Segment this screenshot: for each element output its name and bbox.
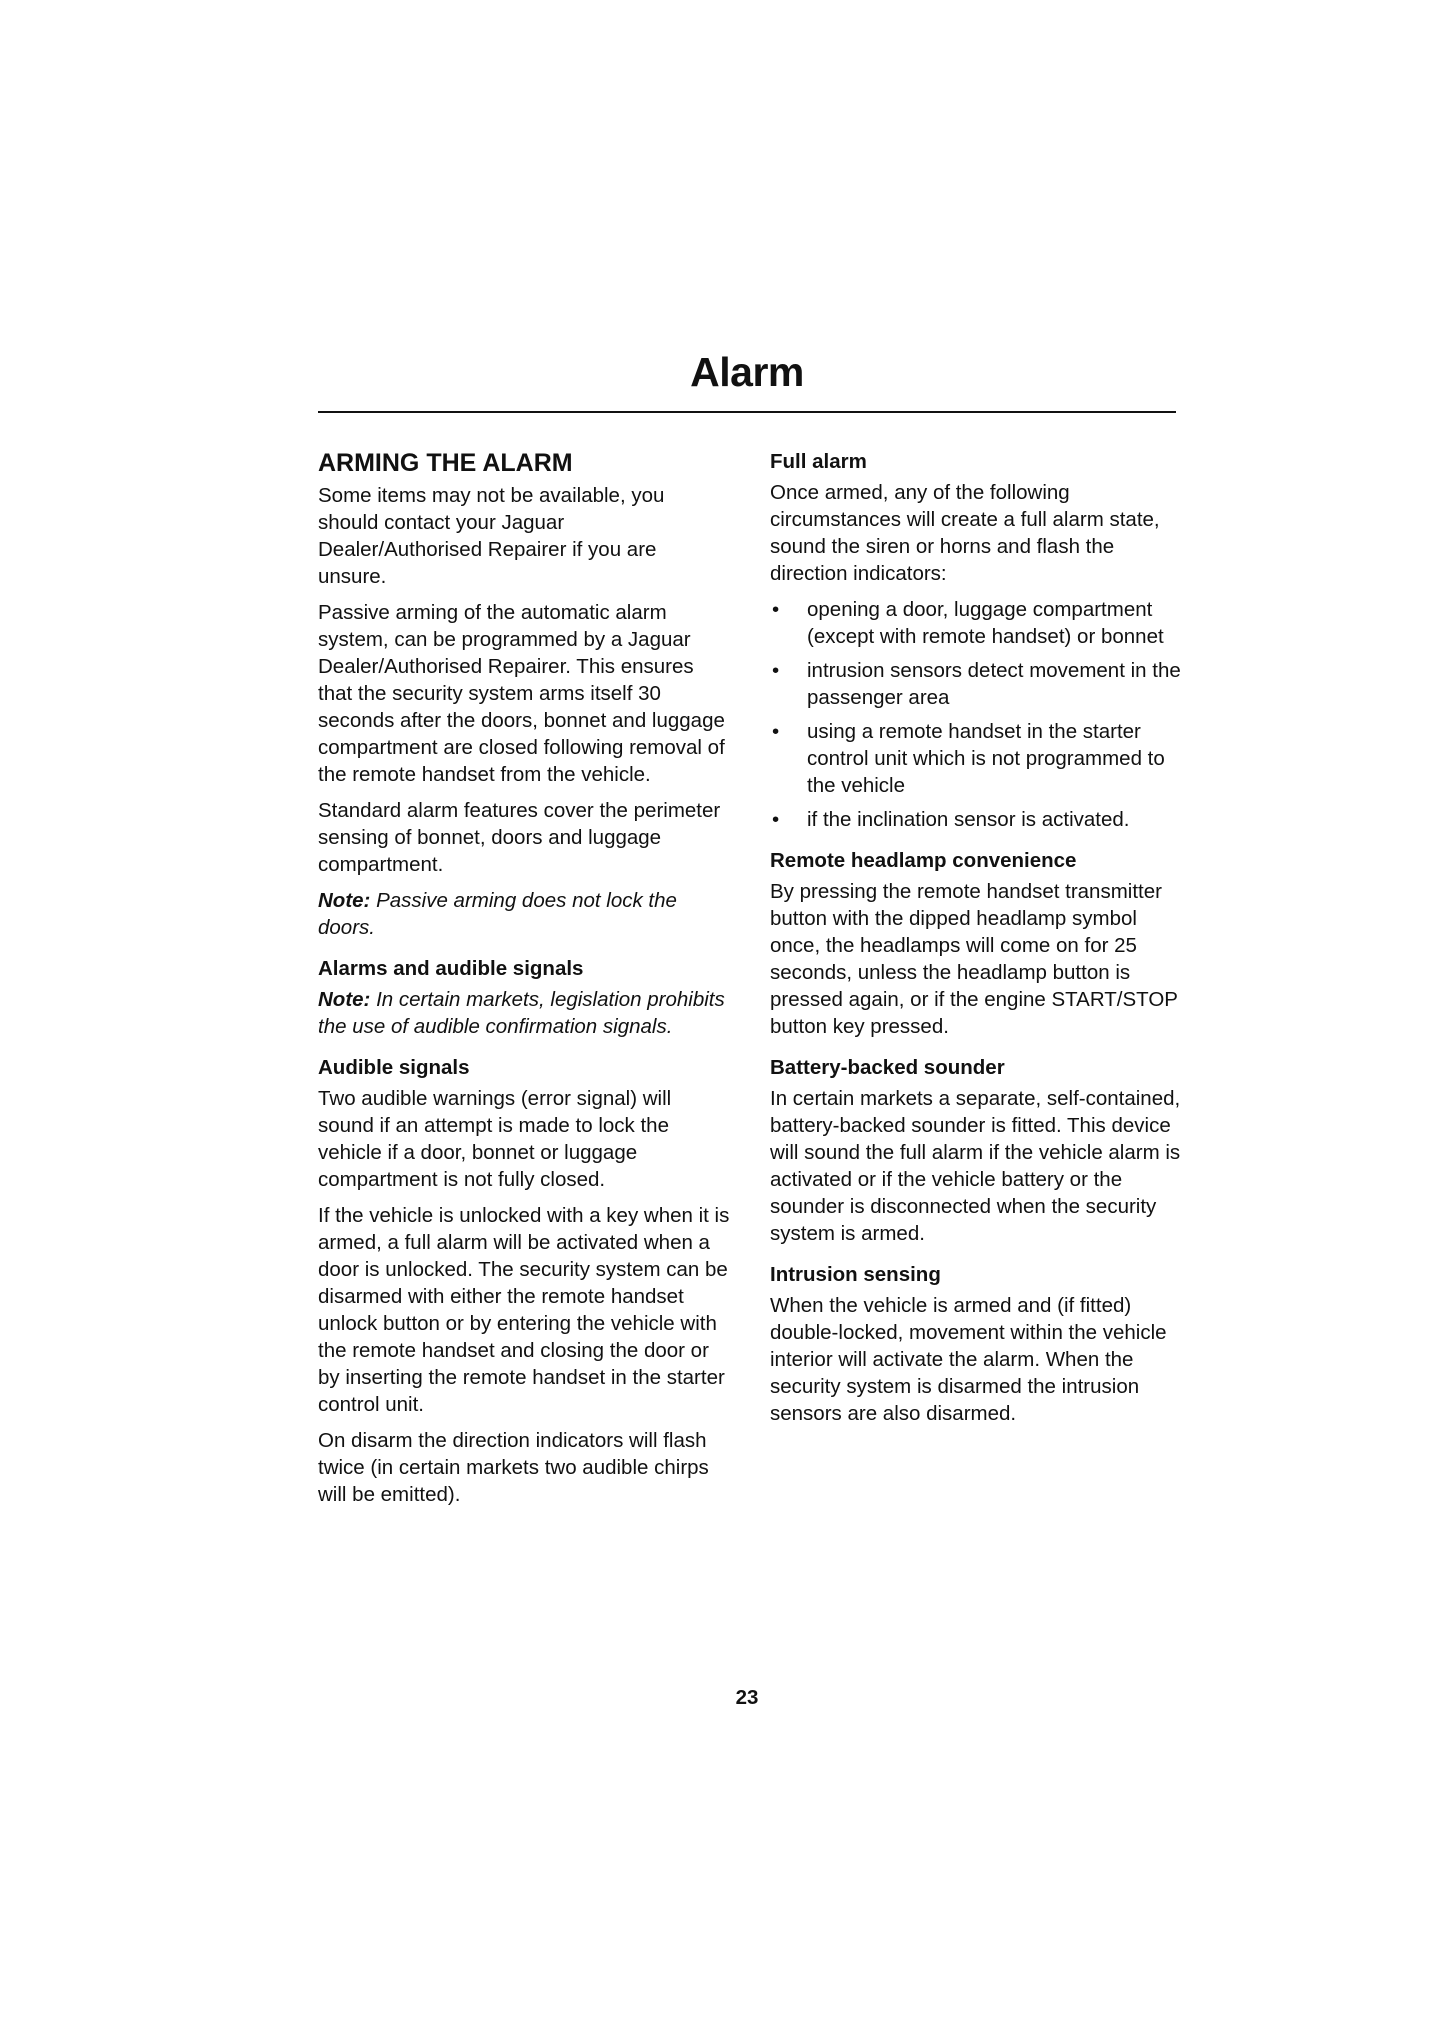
list-item-text: if the inclination sensor is activated. — [807, 808, 1130, 831]
paragraph-remote-headlamp: By pressing the remote handset transmitter button with the dipped headlamp symbol once, the headlamps will come on for 25 seconds, unless the headlamp button is pressed again, or if the engine START/STOP button key pressed. — [770, 880, 1178, 1038]
bullet-icon: • — [772, 659, 780, 682]
subheading-audible-signals: Audible signals — [318, 1056, 470, 1079]
list-item-text: using a remote handset in the starter control unit which is not programmed to the vehicle — [807, 720, 1165, 797]
bullet-icon: • — [772, 808, 780, 831]
list-item-text: opening a door, luggage compartment (except with remote handset) or bonnet — [807, 598, 1164, 648]
note-text: In certain markets, legislation prohibits the use of audible confirmation signals. — [318, 988, 725, 1038]
section-heading-arming-the-alarm: ARMING THE ALARM — [318, 449, 573, 477]
paragraph-battery-backed-sounder: In certain markets a separate, self-contained, battery-backed sounder is fitted. This device will sound the full alarm if the vehicle alarm is activated or if the vehicle battery or the sounder is disconnected when the security system is armed. — [770, 1087, 1181, 1245]
full-alarm-conditions-list — [770, 596, 1182, 833]
paragraph-standard-features: Standard alarm features cover the perimeter sensing of bonnet, doors and luggage compartment. — [318, 799, 721, 876]
list-item — [770, 596, 1182, 650]
paragraph-disarm-indicators: On disarm the direction indicators will flash twice (in certain markets two audible chirps will be emitted). — [318, 1429, 709, 1506]
paragraph-full-alarm: Once armed, any of the following circumstances will create a full alarm state, sound the siren or horns and flash the direction indicators: — [770, 481, 1160, 585]
note-legislation — [318, 986, 730, 1040]
paragraph-passive-arming: Passive arming of the automatic alarm system, can be programmed by a Jaguar Dealer/Authorised Repairer. This ensures that the security system arms itself 30 seconds after the doors, bonnet and luggage compartment are closed following removal of the remote handset from the vehicle. — [318, 601, 725, 786]
note-passive-arming — [318, 887, 730, 941]
bullet-icon: • — [772, 720, 780, 743]
subheading-battery-backed-sounder: Battery-backed sounder — [770, 1056, 1005, 1079]
title-divider — [318, 411, 1176, 413]
subheading-intrusion-sensing: Intrusion sensing — [770, 1263, 941, 1286]
note-text: Passive arming does not lock the doors. — [318, 889, 677, 939]
bullet-icon: • — [772, 598, 780, 621]
list-item — [770, 718, 1182, 799]
note-label: Note: — [318, 988, 371, 1011]
note-label: Note: — [318, 889, 371, 912]
subheading-remote-headlamp-convenience: Remote headlamp convenience — [770, 849, 1077, 872]
list-item — [770, 806, 1182, 833]
right-column — [770, 448, 1182, 1436]
subheading-full-alarm: Full alarm — [770, 450, 867, 473]
paragraph-audible-warnings: Two audible warnings (error signal) will sound if an attempt is made to lock the vehicle if a door, bonnet or luggage compartment is not fully closed. — [318, 1087, 672, 1191]
paragraph-key-unlock: If the vehicle is unlocked with a key when it is armed, a full alarm will be activated when a door is unlocked. The security system can be disarmed with either the remote handset unlock button or by entering the vehicle with the remote handset and closing the door or by inserting the remote handset in the starter control unit. — [318, 1204, 730, 1416]
subheading-alarms-and-audible-signals: Alarms and audible signals — [318, 957, 584, 980]
list-item-text: intrusion sensors detect movement in the passenger area — [807, 659, 1181, 709]
list-item — [770, 657, 1182, 711]
paragraph-intrusion-sensing: When the vehicle is armed and (if fitted) double-locked, movement within the vehicle interior will activate the alarm. When the security system is disarmed the intrusion sensors are also disarmed. — [770, 1294, 1167, 1425]
page-number: 23 — [735, 1686, 759, 1709]
paragraph-availability: Some items may not be available, you should contact your Jaguar Dealer/Authorised Repairer if you are unsure. — [318, 484, 665, 588]
page-title: Alarm — [690, 349, 804, 395]
left-column — [318, 448, 730, 1517]
